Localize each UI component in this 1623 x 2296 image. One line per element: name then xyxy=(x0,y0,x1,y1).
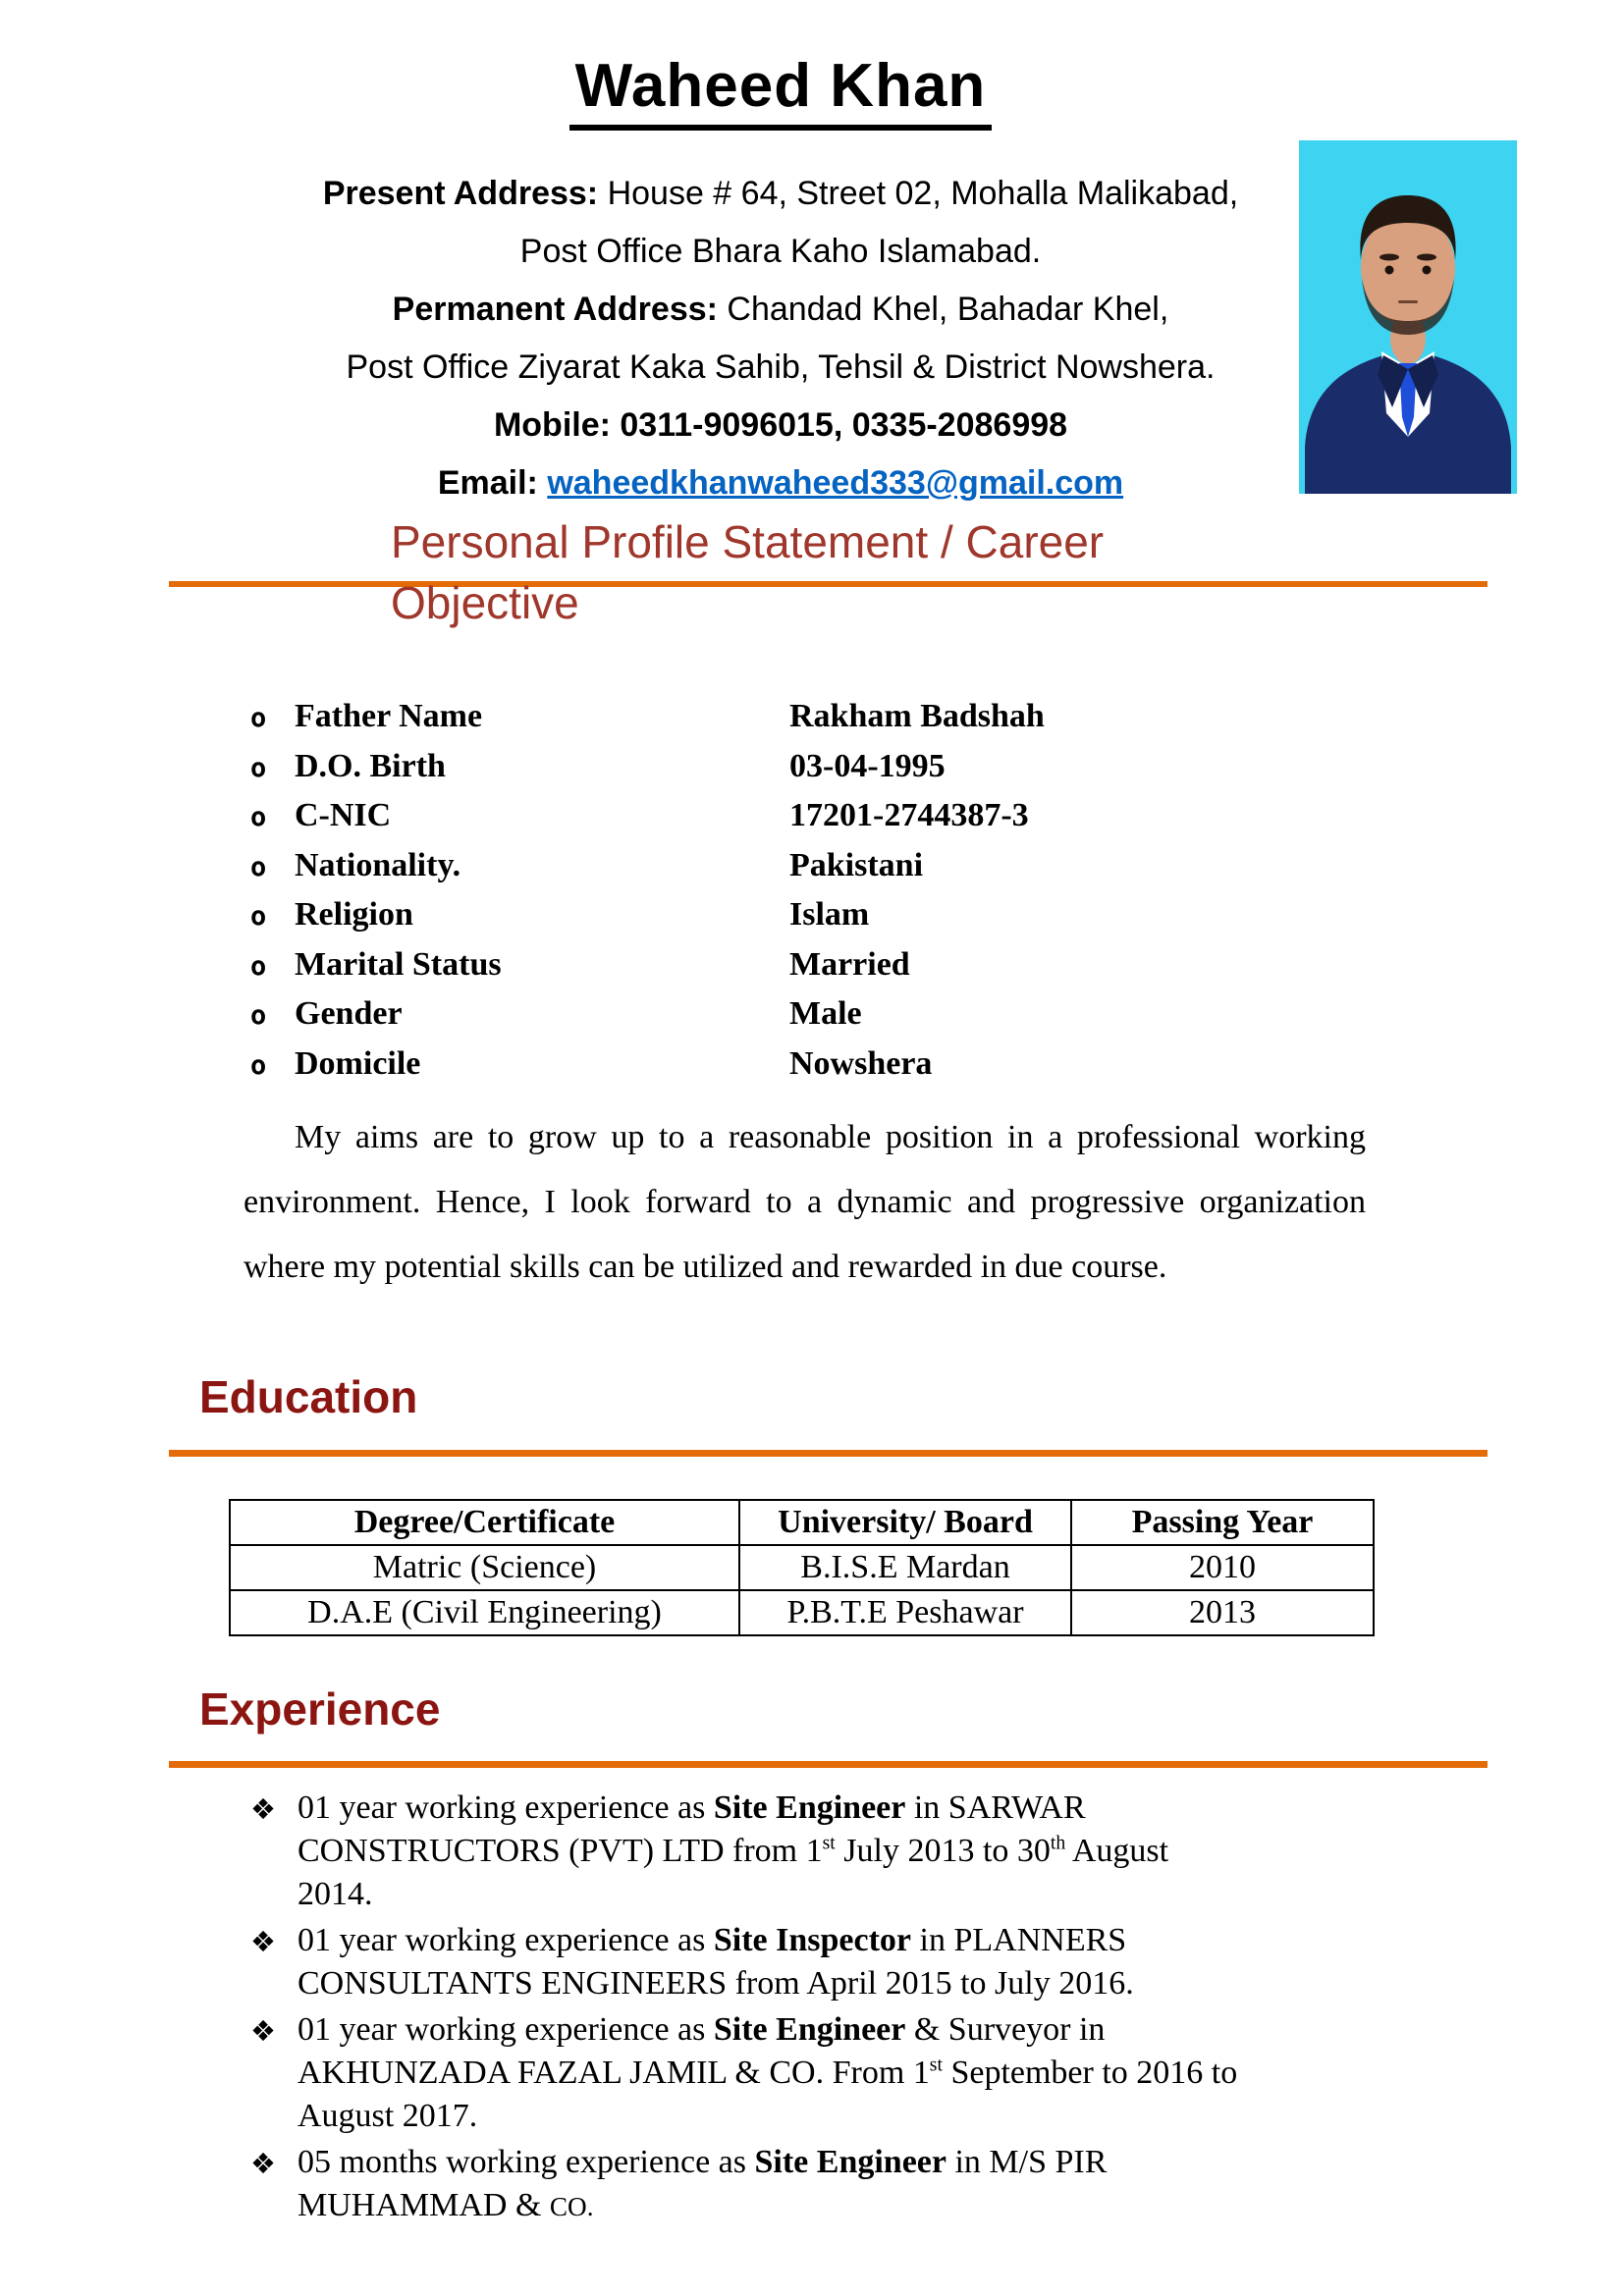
circle-bullet-icon: o xyxy=(250,802,267,832)
experience-text-bold: Site Engineer xyxy=(713,2011,906,2048)
experience-text-segment: 01 year working experience as xyxy=(298,1922,714,1958)
diamond-bullet-icon: ❖ xyxy=(250,1792,276,1826)
detail-label: Father Name xyxy=(295,698,483,734)
permanent-address-label: Permanent Address: xyxy=(392,291,718,328)
experience-text-segment: 01 year working experience as xyxy=(298,2011,714,2048)
experience-text xyxy=(298,2144,1107,2223)
experience-text-segment: in M/S PIR MUHAMMAD & xyxy=(298,2144,1108,2223)
experience-section-rule xyxy=(169,1761,1488,1768)
eye-left xyxy=(1385,266,1394,275)
circle-bullet-icon: o xyxy=(250,1049,267,1081)
profile-section-heading: Personal Profile Statement / Career Objective xyxy=(391,516,1105,628)
experience-text-segment: 05 months working experience as xyxy=(298,2144,755,2180)
mouth xyxy=(1398,300,1418,303)
circle-bullet-icon: o xyxy=(250,851,267,882)
eyebrow-right xyxy=(1417,254,1436,261)
detail-label: Gender xyxy=(295,995,403,1032)
table-header-cell: University/ Board xyxy=(739,1500,1071,1545)
experience-text-segment: CO. xyxy=(549,2192,594,2221)
experience-item xyxy=(250,2141,1242,2228)
detail-row xyxy=(250,842,1045,892)
education-section-heading: Education xyxy=(199,1371,418,1422)
experience-text-segment: st xyxy=(929,2054,943,2076)
detail-row xyxy=(250,1041,1045,1091)
experience-section-heading: Experience xyxy=(199,1683,441,1735)
present-address-value: House # 64, Street 02, Mohalla Malikabad, xyxy=(598,175,1239,212)
candidate-name: Waheed Khan xyxy=(569,51,993,131)
diamond-bullet-icon: ❖ xyxy=(250,2014,276,2048)
circle-bullet-icon: o xyxy=(250,901,267,932)
experience-text xyxy=(298,1789,1168,1912)
table-cell: Matric (Science) xyxy=(230,1545,739,1590)
table-cell: B.I.S.E Mardan xyxy=(739,1545,1071,1590)
detail-label: Religion xyxy=(295,896,413,933)
detail-value: Married xyxy=(789,945,910,983)
experience-item xyxy=(250,1787,1242,1916)
experience-text-bold: Site Engineer xyxy=(754,2144,947,2180)
detail-value: Pakistani xyxy=(789,846,924,883)
mobile-line: Mobile: 0311-9096015, 0335-2086998 xyxy=(493,406,1068,444)
experience-text-segment: in SARWAR CONSTRUCTORS (PVT) LTD from 1 xyxy=(298,1789,1086,1869)
detail-value: 17201-2744387-3 xyxy=(789,797,1029,833)
experience-text xyxy=(298,2011,1237,2134)
email-link[interactable]: waheedkhanwaheed333@gmail.com xyxy=(547,464,1124,502)
eyebrow-left xyxy=(1380,254,1399,261)
table-cell: D.A.E (Civil Engineering) xyxy=(230,1590,739,1635)
detail-row xyxy=(250,693,1045,743)
table-header-cell: Degree/Certificate xyxy=(230,1500,739,1545)
permanent-address-line2: Post Office Ziyarat Kaka Sahib, Tehsil & District Nowshera. xyxy=(346,348,1216,386)
personal-details-list xyxy=(250,693,1045,1090)
circle-bullet-icon: o xyxy=(250,703,267,733)
detail-row xyxy=(250,743,1045,793)
table-row xyxy=(230,1545,1374,1590)
header xyxy=(0,51,1561,131)
experience-text-segment: September to 2016 to August 2017. xyxy=(298,2055,1238,2134)
detail-label: Marital Status xyxy=(295,945,502,983)
experience-text-segment: th xyxy=(1050,1832,1066,1854)
detail-label: Domicile xyxy=(295,1044,421,1082)
detail-row xyxy=(250,792,1045,842)
experience-list xyxy=(250,1787,1242,2231)
detail-value: 03-04-1995 xyxy=(789,747,946,784)
detail-label: Nationality. xyxy=(295,846,461,883)
portrait-photo xyxy=(1299,140,1517,494)
present-address-line2: Post Office Bhara Kaho Islamabad. xyxy=(519,233,1042,270)
diamond-bullet-icon: ❖ xyxy=(250,2147,276,2180)
experience-text xyxy=(298,1922,1134,2002)
circle-bullet-icon: o xyxy=(250,950,267,982)
table-header-row xyxy=(230,1500,1374,1545)
experience-text-segment: July 2013 to 30 xyxy=(835,1833,1051,1869)
circle-bullet-icon: o xyxy=(250,752,267,783)
detail-value: Nowshera xyxy=(789,1044,933,1082)
detail-value: Rakham Badshah xyxy=(789,698,1045,734)
detail-label: D.O. Birth xyxy=(295,747,446,784)
detail-row xyxy=(250,990,1045,1041)
experience-text-bold: Site Engineer xyxy=(713,1789,906,1826)
table-cell: 2010 xyxy=(1071,1545,1374,1590)
detail-row xyxy=(250,941,1045,991)
circle-bullet-icon: o xyxy=(250,1000,267,1031)
experience-item xyxy=(250,1919,1242,2005)
eye-right xyxy=(1423,266,1432,275)
experience-text-segment: & Surveyor in AKHUNZADA FAZAL JAMIL & CO. From 1 xyxy=(298,2011,1106,2091)
table-cell: P.B.T.E Peshawar xyxy=(739,1590,1071,1635)
experience-text-segment: 01 year working experience as xyxy=(298,1789,714,1826)
table-header-cell: Passing Year xyxy=(1071,1500,1374,1545)
experience-text-segment: st xyxy=(822,1832,836,1854)
present-address-label: Present Address: xyxy=(322,175,599,212)
email-label: Email: xyxy=(437,464,548,502)
objective-paragraph: My aims are to grow up to a reasonable position in a professional working environment. Hence, I look forward to a dynamic and progressive organization where my potential skills can be utilized and rewarded in due course. xyxy=(243,1119,1366,1285)
detail-row xyxy=(250,891,1045,941)
experience-item xyxy=(250,2008,1242,2138)
diamond-bullet-icon: ❖ xyxy=(250,1925,276,1958)
education-section-rule xyxy=(169,1450,1488,1457)
experience-text-bold: Site Inspector xyxy=(713,1922,912,1958)
permanent-address-value: Chandad Khel, Bahadar Khel, xyxy=(717,291,1169,328)
education-table xyxy=(229,1499,1375,1636)
detail-label: C-NIC xyxy=(295,797,392,833)
table-cell: 2013 xyxy=(1071,1590,1374,1635)
detail-value: Male xyxy=(789,995,862,1032)
portrait-photo-image xyxy=(1299,140,1517,494)
detail-value: Islam xyxy=(789,896,870,933)
experience-text-segment: August 2014. xyxy=(298,1833,1169,1912)
table-row xyxy=(230,1590,1374,1635)
experience-text-segment: in PLANNERS CONSULTANTS ENGINEERS from April 2015 to July 2016. xyxy=(298,1922,1134,2002)
